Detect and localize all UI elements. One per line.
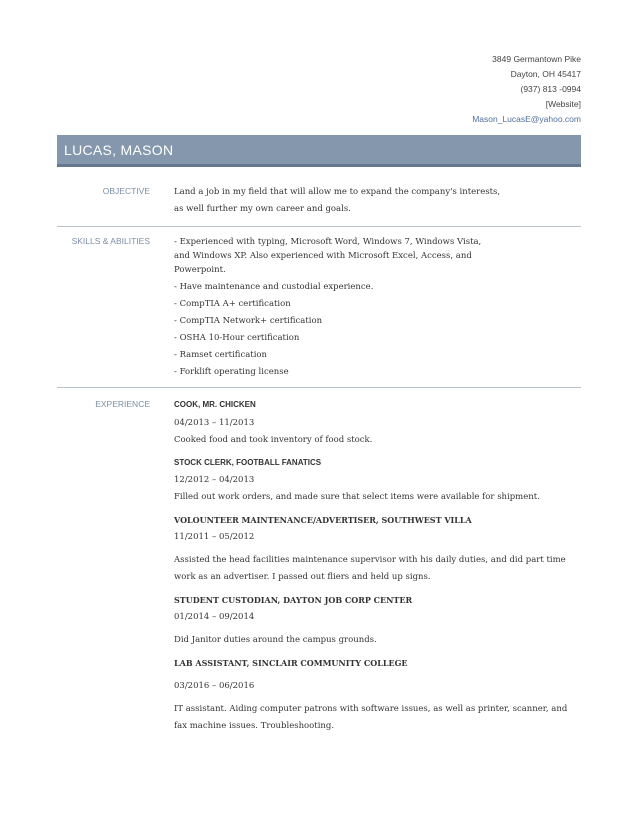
email-link[interactable]: Mason_LucasE@yahoo.com xyxy=(472,114,581,124)
objective-text xyxy=(174,185,579,216)
job-description: IT assistant. Aiding computer patrons with software issues, as well as printer, scanner, and xyxy=(174,704,568,714)
address-line: 3849 Germantown Pike xyxy=(492,54,581,64)
objective-line: as well further my own career and goals. xyxy=(174,204,351,214)
job-description: Cooked food and took inventory of food stock. xyxy=(174,435,373,445)
objective-line: Land a job in my field that will allow me to expand the company's interests, xyxy=(174,187,501,197)
contact-block xyxy=(472,52,581,127)
objective-label: OBJECTIVE xyxy=(102,186,150,196)
applicant-name: LUCAS, MASON xyxy=(64,142,174,158)
job-title: LAB ASSISTANT, SINCLAIR COMMUNITY COLLEGE xyxy=(174,658,408,668)
job-entry xyxy=(174,513,579,584)
skill-item: - CompTIA Network+ certification xyxy=(174,316,323,326)
job-description: fax machine issues. Troubleshooting. xyxy=(174,721,335,731)
job-title: STUDENT CUSTODIAN, DAYTON JOB CORP CENTER xyxy=(174,595,413,605)
skill-item: - Have maintenance and custodial experience. xyxy=(174,282,374,292)
skill-item: - Ramset certification xyxy=(174,350,268,360)
job-entry xyxy=(174,398,579,447)
job-dates: 11/2011 – 05/2012 xyxy=(174,532,255,542)
job-description: work as an advertiser. I passed out fliers and held up signs. xyxy=(174,572,431,582)
skill-item-line: Powerpoint. xyxy=(174,265,226,275)
website-line[interactable]: [Website] xyxy=(545,99,581,109)
job-entry xyxy=(174,456,579,504)
phone-line: (937) 813 -0994 xyxy=(520,84,581,94)
job-description: Filled out work orders, and made sure that select items were available for shipment. xyxy=(174,492,540,502)
skill-item: - Forklift operating license xyxy=(174,367,289,377)
skill-item: - OSHA 10-Hour certification xyxy=(174,333,300,343)
experience-list xyxy=(174,398,579,733)
city-line: Dayton, OH 45417 xyxy=(510,69,581,79)
experience-label: EXPERIENCE xyxy=(95,399,150,409)
skills-label: SKILLS & ABILITIES xyxy=(71,236,150,246)
skill-item-line: and Windows XP. Also experienced with Microsoft Excel, Access, and xyxy=(174,251,472,261)
skill-item-line: - Experienced with typing, Microsoft Word, Windows 7, Windows Vista, xyxy=(174,237,482,247)
job-description: Did Janitor duties around the campus grounds. xyxy=(174,635,377,645)
job-dates: 04/2013 – 11/2013 xyxy=(174,418,255,428)
job-dates: 03/2016 – 06/2016 xyxy=(174,681,255,691)
job-title: COOK, MR. CHICKEN xyxy=(174,400,256,409)
section-divider xyxy=(57,226,581,227)
name-banner xyxy=(57,135,581,167)
job-title: STOCK CLERK, FOOTBALL FANATICS xyxy=(174,458,322,467)
job-description: Assisted the head facilities maintenance supervisor with his daily duties, and did part time xyxy=(174,555,566,565)
job-entry xyxy=(174,593,579,647)
job-title: VOLOUNTEER MAINTENANCE/ADVERTISER, SOUTHWEST VILLA xyxy=(174,515,472,525)
skill-item: - CompTIA A+ certification xyxy=(174,299,291,309)
job-dates: 01/2014 – 09/2014 xyxy=(174,612,255,622)
skills-list xyxy=(174,235,579,379)
job-entry xyxy=(174,656,579,733)
section-divider xyxy=(57,387,581,388)
job-dates: 12/2012 – 04/2013 xyxy=(174,475,255,485)
